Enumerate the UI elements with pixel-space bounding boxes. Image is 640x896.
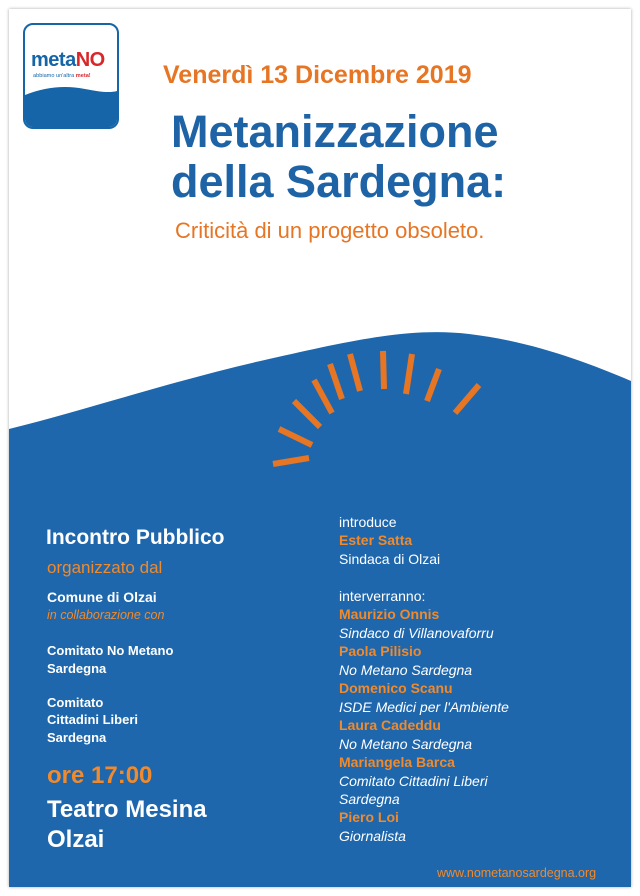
speaker-name: Piero Loi	[339, 809, 399, 825]
speaker-role: Comitato Cittadini Liberi	[339, 773, 488, 789]
logo-tagline: abbiamo un'altra meta!	[33, 73, 91, 79]
event-date: Venerdì 13 Dicembre 2019	[163, 61, 472, 89]
speaker-name: Domenico Scanu	[339, 680, 453, 696]
meeting-heading: Incontro Pubblico	[46, 526, 225, 549]
title-line-2: della Sardegna:	[171, 156, 507, 207]
speaker-role: Giornalista	[339, 828, 406, 844]
speaker-name: Mariangela Barca	[339, 754, 455, 770]
event-subtitle: Criticità di un progetto obsoleto.	[175, 218, 485, 243]
logo-name: metaNO	[31, 49, 105, 71]
collaboration-label: in collaborazione con	[47, 608, 165, 622]
venue-line-1: Teatro Mesina	[47, 796, 207, 823]
title-line-1: Metanizzazione	[171, 106, 499, 157]
venue-line-2: Olzai	[47, 826, 105, 853]
event-time: ore 17:00	[47, 762, 153, 789]
speaker-role: Sindaco di Villanovaforru	[339, 625, 494, 641]
speaker-name: Laura Cadeddu	[339, 717, 441, 733]
introducer-name: Ester Satta	[339, 532, 413, 548]
partner-2-line-1: Comitato	[47, 695, 104, 710]
introduce-label: introduce	[339, 514, 397, 530]
partner-2-line-2: Cittadini Liberi	[47, 712, 138, 727]
speaker-name: Paola Pilisio	[339, 643, 422, 659]
speaker-name: Maurizio Onnis	[339, 606, 440, 622]
speakers-label: interverranno:	[339, 588, 426, 604]
event-poster	[9, 9, 631, 887]
website-link[interactable]: www.nometanosardegna.org	[437, 866, 597, 880]
speaker-role: No Metano Sardegna	[339, 736, 473, 752]
metano-logo	[23, 23, 119, 129]
partner-1-line-2: Sardegna	[47, 661, 107, 676]
organized-by-label: organizzato dal	[47, 558, 163, 577]
speaker-role-line-2: Sardegna	[339, 791, 400, 807]
event-title	[171, 107, 506, 207]
speaker-role: No Metano Sardegna	[339, 662, 473, 678]
speaker-role: ISDE Medici per l'Ambiente	[339, 699, 509, 715]
partner-2-line-3: Sardegna	[47, 730, 107, 745]
partner-1-line-1: Comitato No Metano	[47, 643, 174, 658]
introducer-role: Sindaca di Olzai	[339, 551, 441, 567]
organizer-name: Comune di Olzai	[47, 589, 157, 605]
